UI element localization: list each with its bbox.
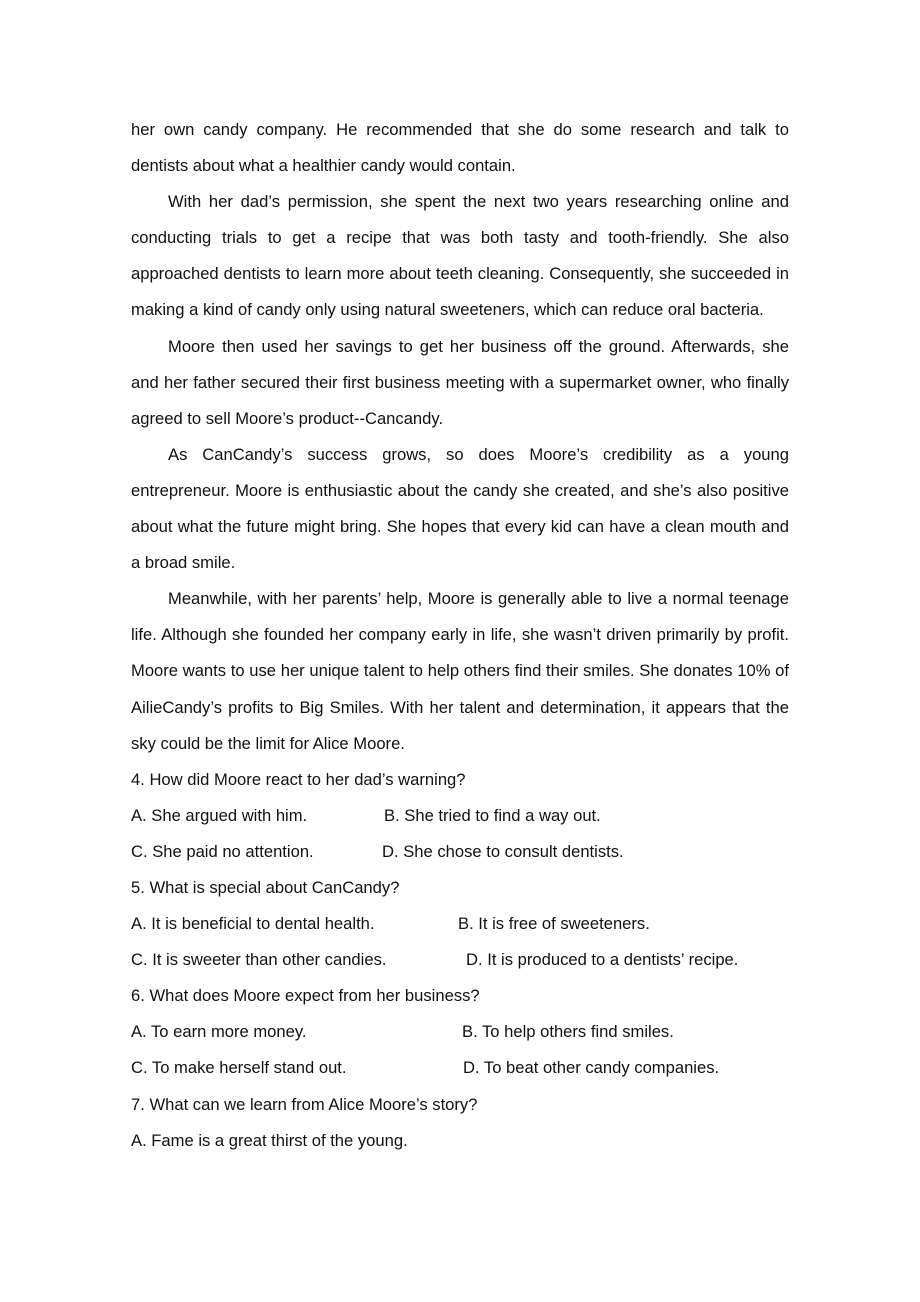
question-4-option-b[interactable]: B. She tried to find a way out. — [384, 805, 601, 825]
question-4-option-d[interactable]: D. She chose to consult dentists. — [382, 841, 624, 861]
passage-paragraph: As CanCandy’s success grows, so does Moore’s credibility as a young entrepreneur. Moore is enthusiastic about the candy she created, and she’s also positive about what the future might bring. She hopes that every kid can have a clean mouth and a broad smile. — [131, 444, 789, 573]
question-5-option-a[interactable]: A. It is beneficial to dental health. — [131, 914, 375, 934]
question-6-option-a[interactable]: A. To earn more money. — [131, 1022, 307, 1042]
question-6-stem: 6. What does Moore expect from her business? — [131, 986, 480, 1006]
question-5-option-d[interactable]: D. It is produced to a dentists’ recipe. — [466, 950, 739, 970]
question-7-option-a[interactable]: A. Fame is a great thirst of the young. — [131, 1130, 408, 1150]
question-5-options-row-2 — [131, 942, 789, 978]
passage-paragraph: her own candy company. He recommended that she do some research and talk to dentists about what a healthier candy would contain. — [131, 120, 789, 176]
question-6-options-row-2 — [131, 1050, 789, 1086]
question-4-option-c[interactable]: C. She paid no attention. — [131, 841, 314, 861]
question-5-option-c[interactable]: C. It is sweeter than other candies. — [131, 950, 387, 970]
question-4-options-row-2 — [131, 834, 789, 870]
question-4-options-row-1 — [131, 798, 789, 834]
question-4-option-a[interactable]: A. She argued with him. — [131, 805, 308, 825]
question-7-stem: 7. What can we learn from Alice Moore’s story? — [131, 1094, 478, 1114]
passage-paragraph: With her dad’s permission, she spent the next two years researching online and conducting trials to get a recipe that was both tasty and tooth-friendly. She also approached dentists to learn more about teeth cleaning. Consequently, she succeeded in making a kind of candy only using natural sweeteners, which can reduce oral bacteria. — [131, 192, 789, 320]
question-5-stem: 5. What is special about CanCandy? — [131, 877, 400, 897]
passage-paragraph: Meanwhile, with her parents’ help, Moore is generally able to live a normal teenage life. Although she founded her company early in life, she wasn’t driven primarily by profit. Moore wants to use her unique talent to help others find their smiles. She donates 10% of AilieCandy’s profits to Big Smiles. With her talent and determination, it appears that the sky could be the limit for Alice Moore. — [131, 589, 789, 753]
question-5-option-b[interactable]: B. It is free of sweeteners. — [458, 914, 650, 934]
question-6-option-c[interactable]: C. To make herself stand out. — [131, 1058, 347, 1078]
question-5-options-row-1 — [131, 906, 789, 942]
question-4-stem: 4. How did Moore react to her dad’s warning? — [131, 769, 466, 789]
question-6-options-row-1 — [131, 1014, 789, 1050]
document-content — [131, 112, 789, 1159]
question-6-option-d[interactable]: D. To beat other candy companies. — [463, 1058, 720, 1078]
question-7-options-row-1 — [131, 1123, 789, 1159]
question-6-option-b[interactable]: B. To help others find smiles. — [462, 1022, 674, 1042]
passage-paragraph: Moore then used her savings to get her business off the ground. Afterwards, she and her father secured their first business meeting with a supermarket owner, who finally agreed to sell Moore’s product--Cancandy. — [131, 336, 789, 428]
